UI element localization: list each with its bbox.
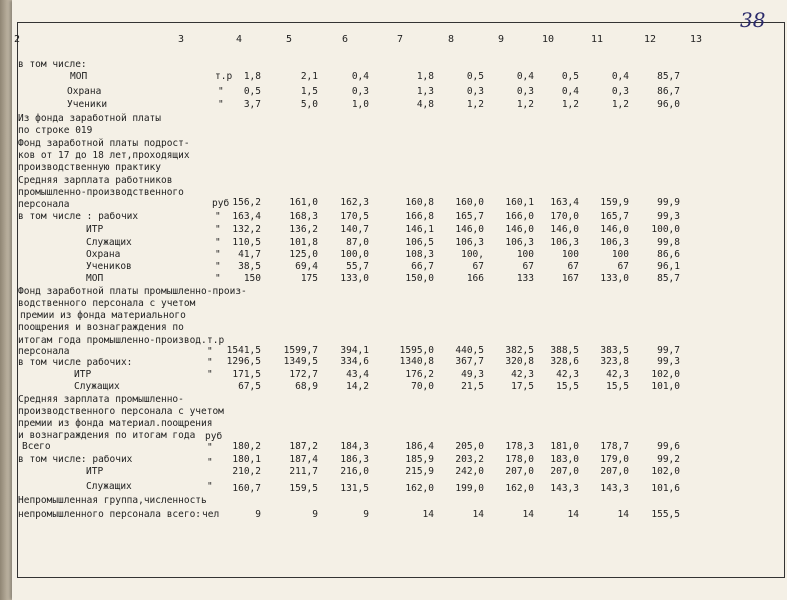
- value-cell: 106,5: [405, 237, 434, 248]
- row-label: Средняя зарплата промышленно-: [18, 394, 184, 405]
- value-cell: 85,7: [657, 273, 680, 284]
- value-cell: 9: [255, 509, 261, 520]
- row-label: и вознаграждения по итогам года: [18, 430, 196, 441]
- col-header-6: 6: [342, 34, 349, 45]
- value-cell: 440,5: [455, 345, 484, 356]
- value-cell: 0,3: [351, 86, 369, 97]
- value-cell: 5,0: [300, 99, 318, 110]
- value-cell: 0,5: [243, 86, 261, 97]
- value-cell: 14: [617, 509, 629, 520]
- value-cell: 172,7: [289, 369, 318, 380]
- row-label: Охрана: [86, 249, 121, 260]
- row-label: МОП: [86, 273, 104, 284]
- col-header-10: 10: [542, 34, 555, 45]
- value-cell: 166,8: [405, 211, 434, 222]
- unit-cell: ": [218, 86, 224, 97]
- value-cell: 176,2: [405, 369, 434, 380]
- value-cell: 106,3: [550, 237, 579, 248]
- value-cell: 100: [611, 249, 629, 260]
- value-cell: 125,0: [289, 249, 318, 260]
- value-cell: 99,3: [657, 356, 680, 367]
- value-cell: 100: [561, 249, 579, 260]
- value-cell: 160,0: [455, 197, 484, 208]
- value-cell: 178,3: [505, 441, 534, 452]
- document-page: [12, 0, 787, 600]
- row-label: непромышленного персонала всего:: [18, 509, 202, 520]
- value-cell: 0,3: [516, 86, 534, 97]
- value-cell: 159,5: [289, 483, 318, 494]
- row-label: ИТР: [86, 466, 104, 477]
- row-label: Фонд заработной платы подрост-: [18, 138, 190, 149]
- value-cell: 131,5: [340, 483, 369, 494]
- value-cell: 367,7: [455, 356, 484, 367]
- value-cell: 1,2: [611, 99, 629, 110]
- value-cell: 210,2: [232, 466, 261, 477]
- value-cell: 133,0: [600, 273, 629, 284]
- value-cell: 0,4: [351, 71, 369, 82]
- value-cell: 15,5: [606, 381, 629, 392]
- row-label: Ученики: [67, 99, 108, 110]
- value-cell: 14: [422, 509, 434, 520]
- value-cell: 9: [312, 509, 318, 520]
- value-cell: 165,7: [600, 211, 629, 222]
- value-cell: 0,3: [611, 86, 629, 97]
- value-cell: 106,3: [455, 237, 484, 248]
- value-cell: 2,1: [300, 71, 318, 82]
- value-cell: 165,7: [455, 211, 484, 222]
- value-cell: 162,3: [340, 197, 369, 208]
- col-header-5: 5: [286, 34, 293, 45]
- value-cell: 181,0: [550, 441, 579, 452]
- value-cell: 323,8: [600, 356, 629, 367]
- value-cell: 170,5: [340, 211, 369, 222]
- row-label: Непромышленная группа,численность: [18, 495, 207, 506]
- row-label: производственную практику: [18, 162, 161, 173]
- value-cell: 163,4: [232, 211, 261, 222]
- value-cell: 1,3: [416, 86, 434, 97]
- value-cell: 1,8: [416, 71, 434, 82]
- row-label: Из фонда заработной платы: [18, 113, 161, 124]
- value-cell: 67: [567, 261, 579, 272]
- value-cell: 101,8: [289, 237, 318, 248]
- value-cell: 146,0: [550, 224, 579, 235]
- value-cell: 1296,5: [226, 356, 261, 367]
- value-cell: 106,3: [600, 237, 629, 248]
- value-cell: 3,7: [243, 99, 261, 110]
- value-cell: 14,2: [346, 381, 369, 392]
- value-cell: 143,3: [550, 483, 579, 494]
- value-cell: 85,7: [657, 71, 680, 82]
- value-cell: 388,5: [550, 345, 579, 356]
- value-cell: 163,4: [550, 197, 579, 208]
- row-label: Фонд заработной платы промышленно-произ-: [18, 286, 247, 297]
- value-cell: 1,2: [516, 99, 534, 110]
- value-cell: 156,2: [232, 197, 261, 208]
- value-cell: 320,8: [505, 356, 534, 367]
- binding-edge: [0, 0, 12, 600]
- value-cell: 67: [472, 261, 484, 272]
- value-cell: 178,0: [505, 454, 534, 465]
- value-cell: 394,1: [340, 345, 369, 356]
- value-cell: 110,5: [232, 237, 261, 248]
- value-cell: 99,8: [657, 237, 680, 248]
- value-cell: 159,9: [600, 197, 629, 208]
- value-cell: 14: [522, 509, 534, 520]
- value-cell: 150,0: [405, 273, 434, 284]
- unit-cell: т.р: [215, 71, 233, 82]
- value-cell: 49,3: [461, 369, 484, 380]
- value-cell: 99,2: [657, 454, 680, 465]
- value-cell: 99,3: [657, 211, 680, 222]
- value-cell: 211,7: [289, 466, 318, 477]
- value-cell: 167: [561, 273, 579, 284]
- value-cell: 140,7: [340, 224, 369, 235]
- value-cell: 146,1: [405, 224, 434, 235]
- unit-cell: ": [207, 346, 213, 357]
- value-cell: 175: [300, 273, 318, 284]
- row-label: водственного персонала с учетом: [18, 298, 196, 309]
- value-cell: 207,0: [505, 466, 534, 477]
- value-cell: 199,0: [455, 483, 484, 494]
- unit-cell: ": [207, 357, 213, 368]
- value-cell: 101,0: [651, 381, 680, 392]
- value-cell: 1541,5: [226, 345, 261, 356]
- value-cell: 0,4: [611, 71, 629, 82]
- value-cell: 133: [516, 273, 534, 284]
- value-cell: 100,0: [651, 224, 680, 235]
- value-cell: 162,0: [505, 483, 534, 494]
- value-cell: 186,3: [340, 454, 369, 465]
- value-cell: 180,2: [232, 441, 261, 452]
- value-cell: 21,5: [461, 381, 484, 392]
- value-cell: 383,5: [600, 345, 629, 356]
- value-cell: 171,5: [232, 369, 261, 380]
- col-header-8: 8: [448, 34, 455, 45]
- value-cell: 55,7: [346, 261, 369, 272]
- value-cell: 136,2: [289, 224, 318, 235]
- row-label: итогам года промышленно-производ.: [18, 335, 207, 346]
- value-cell: 155,5: [651, 509, 680, 520]
- value-cell: 0,5: [466, 71, 484, 82]
- value-cell: 328,6: [550, 356, 579, 367]
- value-cell: 160,7: [232, 483, 261, 494]
- row-label: производственного персонала с учетом: [18, 406, 224, 417]
- row-label: Охрана: [67, 86, 102, 97]
- col-header-11: 11: [591, 34, 604, 45]
- value-cell: 146,0: [455, 224, 484, 235]
- value-cell: 166: [466, 273, 484, 284]
- row-label: персонала: [18, 199, 70, 210]
- col-header-2: 2: [14, 34, 21, 45]
- value-cell: 42,3: [556, 369, 579, 380]
- unit-cell: ": [215, 261, 221, 272]
- value-cell: 67: [617, 261, 629, 272]
- value-cell: 183,0: [550, 454, 579, 465]
- value-cell: 99,6: [657, 441, 680, 452]
- col-header-13: 13: [690, 34, 703, 45]
- value-cell: 242,0: [455, 466, 484, 477]
- value-cell: 1349,5: [283, 356, 318, 367]
- row-label: Служащих: [74, 381, 120, 392]
- value-cell: 67,5: [238, 381, 261, 392]
- value-cell: 186,4: [405, 441, 434, 452]
- row-label: ИТР: [86, 224, 104, 235]
- value-cell: 162,0: [405, 483, 434, 494]
- value-cell: 161,0: [289, 197, 318, 208]
- value-cell: 67: [522, 261, 534, 272]
- value-cell: 99,7: [657, 345, 680, 356]
- value-cell: 15,5: [556, 381, 579, 392]
- value-cell: 66,7: [411, 261, 434, 272]
- row-label: Служащих: [86, 481, 132, 492]
- unit-cell: ": [215, 237, 221, 248]
- value-cell: 185,9: [405, 454, 434, 465]
- value-cell: 180,1: [232, 454, 261, 465]
- value-cell: 102,0: [651, 466, 680, 477]
- unit-cell: ": [215, 249, 221, 260]
- value-cell: 0,4: [561, 86, 579, 97]
- value-cell: 215,9: [405, 466, 434, 477]
- value-cell: 41,7: [238, 249, 261, 260]
- value-cell: 108,3: [405, 249, 434, 260]
- value-cell: 86,6: [657, 249, 680, 260]
- unit-cell: ": [207, 481, 213, 492]
- row-label: МОП: [70, 71, 88, 82]
- value-cell: 170,0: [550, 211, 579, 222]
- row-label: ков от 17 до 18 лет,проходящих: [18, 150, 190, 161]
- value-cell: 133,0: [340, 273, 369, 284]
- value-cell: 0,4: [516, 71, 534, 82]
- row-label: Всего: [22, 441, 51, 452]
- col-header-12: 12: [644, 34, 657, 45]
- value-cell: 1,2: [561, 99, 579, 110]
- unit-cell: чел: [202, 509, 220, 520]
- value-cell: 9: [363, 509, 369, 520]
- value-cell: 166,0: [505, 211, 534, 222]
- row-label: персонала: [18, 346, 70, 357]
- value-cell: 68,9: [295, 381, 318, 392]
- value-cell: 101,6: [651, 483, 680, 494]
- unit-cell: ": [218, 99, 224, 110]
- value-cell: 1599,7: [283, 345, 318, 356]
- value-cell: 216,0: [340, 466, 369, 477]
- row-label: в том числе рабочих:: [18, 357, 133, 368]
- row-label: Учеников: [86, 261, 132, 272]
- value-cell: 334,6: [340, 356, 369, 367]
- unit-cell: ": [215, 224, 221, 235]
- row-label: в том числе: рабочих: [18, 454, 133, 465]
- value-cell: 205,0: [455, 441, 484, 452]
- value-cell: 382,5: [505, 345, 534, 356]
- unit-cell: руб: [212, 198, 230, 209]
- value-cell: 143,3: [600, 483, 629, 494]
- value-cell: 187,2: [289, 441, 318, 452]
- value-cell: 146,0: [600, 224, 629, 235]
- value-cell: 87,0: [346, 237, 369, 248]
- row-label: поощрения и вознаграждения по: [18, 322, 184, 333]
- value-cell: 96,0: [657, 99, 680, 110]
- row-label: в том числе:: [18, 59, 87, 70]
- unit-cell: ": [215, 273, 221, 284]
- unit-cell: ": [207, 457, 213, 468]
- row-label: по строке 019: [18, 125, 93, 136]
- value-cell: 1340,8: [399, 356, 434, 367]
- row-label: в том числе : рабочих: [18, 211, 139, 222]
- row-label: премии из фонда материального: [20, 310, 186, 321]
- value-cell: 14: [472, 509, 484, 520]
- value-cell: 99,9: [657, 197, 680, 208]
- unit-cell: руб: [205, 431, 223, 442]
- value-cell: 4,8: [416, 99, 434, 110]
- unit-cell: т.р: [207, 335, 225, 346]
- unit-cell: ": [207, 442, 213, 453]
- col-header-4: 4: [236, 34, 243, 45]
- value-cell: 168,3: [289, 211, 318, 222]
- value-cell: 132,2: [232, 224, 261, 235]
- value-cell: 187,4: [289, 454, 318, 465]
- value-cell: 1,5: [300, 86, 318, 97]
- value-cell: 150: [243, 273, 261, 284]
- value-cell: 100: [516, 249, 534, 260]
- value-cell: 1,0: [351, 99, 369, 110]
- value-cell: 203,2: [455, 454, 484, 465]
- value-cell: 1,2: [466, 99, 484, 110]
- value-cell: 207,0: [600, 466, 629, 477]
- row-label: ИТР: [74, 369, 92, 380]
- value-cell: 1,8: [243, 71, 261, 82]
- value-cell: 160,8: [405, 197, 434, 208]
- value-cell: 69,4: [295, 261, 318, 272]
- value-cell: 42,3: [606, 369, 629, 380]
- col-header-7: 7: [397, 34, 404, 45]
- value-cell: 86,7: [657, 86, 680, 97]
- value-cell: 178,7: [600, 441, 629, 452]
- value-cell: 70,0: [411, 381, 434, 392]
- value-cell: 0,3: [466, 86, 484, 97]
- page-number: 38: [740, 8, 766, 32]
- value-cell: 146,0: [505, 224, 534, 235]
- col-header-9: 9: [498, 34, 505, 45]
- value-cell: 14: [567, 509, 579, 520]
- value-cell: 100,: [461, 249, 484, 260]
- value-cell: 38,5: [238, 261, 261, 272]
- value-cell: 160,1: [505, 197, 534, 208]
- row-label: Служащих: [86, 237, 132, 248]
- row-label: промышленно-производственного: [18, 187, 184, 198]
- value-cell: 1595,0: [399, 345, 434, 356]
- value-cell: 179,0: [600, 454, 629, 465]
- value-cell: 102,0: [651, 369, 680, 380]
- value-cell: 207,0: [550, 466, 579, 477]
- col-header-3: 3: [178, 34, 185, 45]
- unit-cell: ": [215, 211, 221, 222]
- row-label: премии из фонда материал.поощрения: [18, 418, 213, 429]
- value-cell: 106,3: [505, 237, 534, 248]
- value-cell: 43,4: [346, 369, 369, 380]
- row-label: Средняя зарплата работников: [18, 175, 173, 186]
- unit-cell: ": [207, 369, 213, 380]
- value-cell: 96,1: [657, 261, 680, 272]
- value-cell: 17,5: [511, 381, 534, 392]
- value-cell: 184,3: [340, 441, 369, 452]
- value-cell: 0,5: [561, 71, 579, 82]
- value-cell: 100,0: [340, 249, 369, 260]
- value-cell: 42,3: [511, 369, 534, 380]
